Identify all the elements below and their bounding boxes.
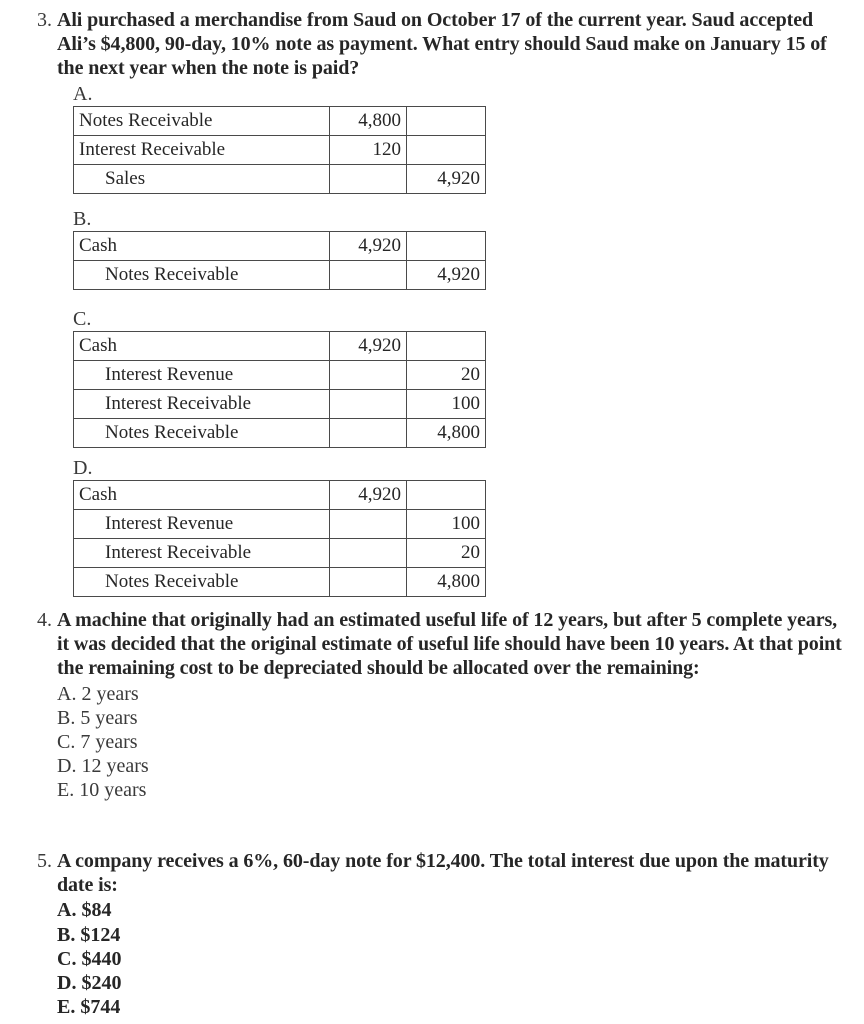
question-3 (0, 8, 864, 81)
table-row (74, 539, 486, 568)
debit-amount (330, 568, 407, 597)
debit-amount: 4,920 (330, 232, 407, 261)
option-d[interactable]: D. $240 (57, 972, 122, 995)
option-c[interactable]: C. 7 years (57, 731, 138, 754)
table-row (74, 481, 486, 510)
question-3-body (57, 8, 844, 81)
credit-amount: 100 (407, 510, 486, 539)
question-5-options (57, 898, 844, 1019)
question-4 (0, 608, 864, 803)
credit-amount: 4,920 (407, 261, 486, 290)
credit-amount (407, 232, 486, 261)
question-4-options (57, 682, 844, 803)
table-row (74, 261, 486, 290)
debit-amount: 120 (330, 136, 407, 165)
answer-option-a[interactable] (73, 84, 486, 194)
account-name: Cash (74, 232, 330, 261)
debit-amount (330, 261, 407, 290)
question-3-number: 3. (37, 9, 52, 31)
answer-option-c-letter: C. (73, 308, 92, 330)
credit-amount: 4,800 (407, 568, 486, 597)
debit-amount: 4,920 (330, 332, 407, 361)
journal-entry-table-b (73, 231, 486, 290)
option-a[interactable]: A. 2 years (57, 682, 139, 705)
account-name: Interest Receivable (74, 390, 330, 419)
question-5-text: A company receives a 6%, 60-day note for $12,400. The total interest due upon the maturity date is: (57, 850, 829, 897)
option-e[interactable]: E. 10 years (57, 779, 147, 802)
account-name: Notes Receivable (74, 419, 330, 448)
answer-option-d[interactable] (73, 458, 486, 597)
account-name: Notes Receivable (74, 107, 330, 136)
answer-option-a-letter: A. (73, 83, 93, 105)
debit-amount: 4,800 (330, 107, 407, 136)
option-b[interactable]: B. $124 (57, 923, 121, 946)
account-name: Cash (74, 481, 330, 510)
question-3-text: Ali purchased a merchandise from Saud on October 17 of the current year. Saud accepted Ali’s $4,800, 90-day, 10% note as payment. What entry should Saud make on January 15 of the next year when the note is paid? (57, 9, 827, 80)
journal-entry-table-d (73, 480, 486, 597)
credit-amount (407, 332, 486, 361)
debit-amount (330, 419, 407, 448)
table-row (74, 165, 486, 194)
option-e[interactable]: E. $744 (57, 996, 121, 1019)
question-4-body (57, 608, 844, 803)
account-name: Sales (74, 165, 330, 194)
account-name: Interest Revenue (74, 361, 330, 390)
option-b[interactable]: B. 5 years (57, 706, 138, 729)
table-row (74, 136, 486, 165)
question-4-number: 4. (37, 609, 52, 631)
table-row (74, 361, 486, 390)
answer-option-b[interactable] (73, 209, 486, 290)
credit-amount: 100 (407, 390, 486, 419)
table-row (74, 332, 486, 361)
debit-amount (330, 539, 407, 568)
account-name: Interest Revenue (74, 510, 330, 539)
debit-amount: 4,920 (330, 481, 407, 510)
table-row (74, 510, 486, 539)
question-5-number: 5. (37, 850, 52, 872)
credit-amount (407, 481, 486, 510)
option-a[interactable]: A. $84 (57, 899, 112, 922)
question-5 (0, 849, 864, 1019)
account-name: Cash (74, 332, 330, 361)
account-name: Interest Receivable (74, 539, 330, 568)
answer-option-c[interactable] (73, 309, 486, 448)
table-row (74, 568, 486, 597)
question-5-body (57, 849, 844, 1019)
account-name: Notes Receivable (74, 261, 330, 290)
answer-option-b-letter: B. (73, 208, 92, 230)
table-row (74, 419, 486, 448)
debit-amount (330, 165, 407, 194)
credit-amount (407, 136, 486, 165)
option-d[interactable]: D. 12 years (57, 755, 149, 778)
credit-amount: 4,920 (407, 165, 486, 194)
question-4-text: A machine that originally had an estimated useful life of 12 years, but after 5 complete years, it was decided that the original estimate of useful life should have been 10 years. At that point the remaining cost to be depreciated should be allocated over the remaining: (57, 609, 842, 680)
debit-amount (330, 390, 407, 419)
table-row (74, 107, 486, 136)
credit-amount: 20 (407, 539, 486, 568)
credit-amount: 20 (407, 361, 486, 390)
journal-entry-table-a (73, 106, 486, 194)
journal-entry-table-c (73, 331, 486, 448)
credit-amount: 4,800 (407, 419, 486, 448)
option-c[interactable]: C. $440 (57, 947, 122, 970)
credit-amount (407, 107, 486, 136)
debit-amount (330, 361, 407, 390)
table-row (74, 232, 486, 261)
table-row (74, 390, 486, 419)
account-name: Interest Receivable (74, 136, 330, 165)
answer-option-d-letter: D. (73, 457, 93, 479)
debit-amount (330, 510, 407, 539)
account-name: Notes Receivable (74, 568, 330, 597)
